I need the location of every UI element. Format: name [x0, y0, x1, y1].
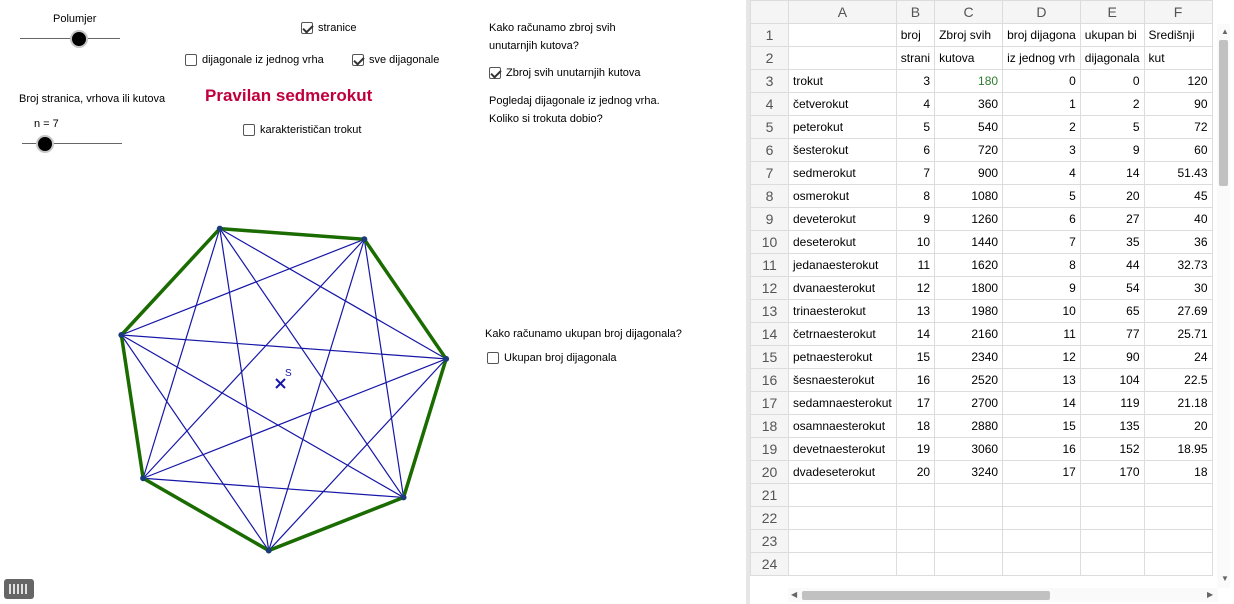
row-header[interactable]: 12	[751, 277, 789, 300]
cell[interactable]: 44	[1080, 254, 1144, 277]
cell[interactable]: 4	[1003, 162, 1081, 185]
cell[interactable]	[789, 484, 897, 507]
cell[interactable]: 5	[1080, 116, 1144, 139]
cell[interactable]: 22.5	[1144, 369, 1212, 392]
cell[interactable]: 7	[1003, 231, 1081, 254]
cell[interactable]: 18	[896, 415, 934, 438]
horizontal-scroll-thumb[interactable]	[802, 591, 1050, 600]
cell[interactable]: 3	[896, 70, 934, 93]
cell[interactable]: 14	[1003, 392, 1081, 415]
column-header-c[interactable]: C	[935, 1, 1003, 24]
cell[interactable]: Zbroj svih	[935, 24, 1003, 47]
cell[interactable]: 170	[1080, 461, 1144, 484]
table-row	[751, 484, 1213, 507]
vertex-point	[266, 548, 272, 554]
diagonal-line	[143, 229, 220, 479]
cell[interactable]: osamnaesterokut	[789, 415, 897, 438]
cell[interactable]: 1620	[935, 254, 1003, 277]
cell[interactable]: 1080	[935, 185, 1003, 208]
cell[interactable]: šesnaesterokut	[789, 369, 897, 392]
row-header[interactable]: 10	[751, 231, 789, 254]
vertical-scroll-thumb[interactable]	[1219, 40, 1228, 186]
cell[interactable]: 35	[1080, 231, 1144, 254]
cell[interactable]: broj	[896, 24, 934, 47]
count-slider-label: Broj stranica, vrhova ili kutova	[19, 93, 166, 105]
page-title: Pravilan sedmerokut	[205, 86, 373, 105]
diagonals-group	[121, 229, 446, 551]
cell[interactable]: šesterokut	[789, 139, 897, 162]
spreadsheet-table	[750, 0, 1213, 576]
spreadsheet-view[interactable]	[750, 0, 1234, 604]
cell[interactable]: 1800	[935, 277, 1003, 300]
cell[interactable]	[789, 507, 897, 530]
vertex-point	[140, 475, 146, 481]
scroll-down-arrow[interactable]: ▼	[1221, 574, 1229, 583]
diagonal-line	[269, 239, 365, 550]
cell[interactable]: 20	[1144, 415, 1212, 438]
row-header[interactable]: 17	[751, 392, 789, 415]
cell[interactable]	[1080, 553, 1144, 576]
question-angles-line1: Kako računamo zbroj svih	[489, 22, 616, 34]
all-diagonals-label: sve dijagonale	[369, 54, 440, 66]
total-diagonals-label: Ukupan broj dijagonala	[504, 352, 617, 364]
diag-one-vertex-label: dijagonale iz jednog vrha	[202, 54, 324, 66]
cell[interactable]: 6	[896, 139, 934, 162]
vertex-point	[217, 226, 223, 232]
cell[interactable]: 14	[896, 323, 934, 346]
table-row	[751, 300, 1213, 323]
cell[interactable]	[1080, 484, 1144, 507]
cell[interactable]: 5	[1003, 185, 1081, 208]
table-row	[751, 507, 1213, 530]
row-header[interactable]: 2	[751, 47, 789, 70]
table-row	[751, 208, 1213, 231]
cell[interactable]: 40	[1144, 208, 1212, 231]
cell[interactable]	[896, 484, 934, 507]
row-header[interactable]: 3	[751, 70, 789, 93]
cell[interactable]: trinaesterokut	[789, 300, 897, 323]
cell[interactable]: 360	[935, 93, 1003, 116]
cell[interactable]: 119	[1080, 392, 1144, 415]
cell[interactable]: četverokut	[789, 93, 897, 116]
cell[interactable]: 3060	[935, 438, 1003, 461]
cell[interactable]: 6	[1003, 208, 1081, 231]
cell[interactable]	[1003, 530, 1081, 553]
cell[interactable]: 45	[1144, 185, 1212, 208]
cell[interactable]: 2	[1003, 116, 1081, 139]
hint-line1: Pogledaj dijagonale iz jednog vrha.	[489, 95, 660, 107]
cell[interactable]: 3240	[935, 461, 1003, 484]
diagonal-line	[220, 229, 404, 498]
cell[interactable]: 54	[1080, 277, 1144, 300]
cell[interactable]: 51.43	[1144, 162, 1212, 185]
cell[interactable]: 27.69	[1144, 300, 1212, 323]
cell[interactable]: 2880	[935, 415, 1003, 438]
cell[interactable]: deveterokut	[789, 208, 897, 231]
column-header-row	[751, 1, 1213, 24]
cell[interactable]: 90	[1080, 346, 1144, 369]
table-row	[751, 231, 1213, 254]
cell[interactable]: 15	[1003, 415, 1081, 438]
cell[interactable]	[1144, 530, 1212, 553]
cell[interactable]: 0	[1003, 70, 1081, 93]
column-header-a[interactable]: A	[789, 1, 897, 24]
cell[interactable]: ukupan bi	[1080, 24, 1144, 47]
column-header-b[interactable]: B	[896, 1, 934, 24]
radius-slider-label: Polumjer	[53, 13, 97, 25]
cell[interactable]: 36	[1144, 231, 1212, 254]
cell[interactable]	[789, 553, 897, 576]
cell[interactable]: 2700	[935, 392, 1003, 415]
cell[interactable]: 17	[1003, 461, 1081, 484]
center-label: S	[285, 368, 292, 379]
column-header-e[interactable]: E	[1080, 1, 1144, 24]
cell[interactable]: 180	[935, 70, 1003, 93]
corner-cell[interactable]	[751, 1, 789, 24]
vertex-point	[443, 356, 449, 362]
row-header[interactable]: 6	[751, 139, 789, 162]
table-row	[751, 70, 1213, 93]
vertices-group	[118, 226, 449, 554]
column-header-f[interactable]: F	[1144, 1, 1212, 24]
cell[interactable]: 27	[1080, 208, 1144, 231]
cell[interactable]: kut	[1144, 47, 1212, 70]
table-row	[751, 24, 1213, 47]
cell[interactable]: 25.71	[1144, 323, 1212, 346]
cell[interactable]	[1080, 507, 1144, 530]
table-row	[751, 461, 1213, 484]
diagonal-line	[143, 359, 446, 478]
cell[interactable]: 2	[1080, 93, 1144, 116]
cell[interactable]: jedanaesterokut	[789, 254, 897, 277]
cell[interactable]	[1003, 553, 1081, 576]
table-row	[751, 438, 1213, 461]
cell[interactable]: broj dijagona	[1003, 24, 1081, 47]
cell[interactable]: kutova	[935, 47, 1003, 70]
cell[interactable]: 1260	[935, 208, 1003, 231]
row-header[interactable]: 8	[751, 185, 789, 208]
cell[interactable]	[1144, 507, 1212, 530]
cell[interactable]: 18	[1144, 461, 1212, 484]
vertical-scrollbar[interactable]	[1217, 24, 1230, 588]
row-header[interactable]: 15	[751, 346, 789, 369]
cell[interactable]: 9	[1003, 277, 1081, 300]
cell[interactable]: 9	[896, 208, 934, 231]
cell[interactable]: četrnaesterokut	[789, 323, 897, 346]
column-header-d[interactable]: D	[1003, 1, 1081, 24]
cell[interactable]: iz jednog vrh	[1003, 47, 1081, 70]
cell[interactable]: deseterokut	[789, 231, 897, 254]
table-row	[751, 254, 1213, 277]
row-header[interactable]: 22	[751, 507, 789, 530]
row-header[interactable]: 5	[751, 116, 789, 139]
table-row	[751, 346, 1213, 369]
cell[interactable]: 5	[896, 116, 934, 139]
cell[interactable]: 16	[1003, 438, 1081, 461]
cell[interactable]: dijagonala	[1080, 47, 1144, 70]
cell[interactable]	[789, 47, 897, 70]
cell[interactable]	[935, 530, 1003, 553]
cell[interactable]: 1	[1003, 93, 1081, 116]
cell[interactable]	[789, 530, 897, 553]
question-diagonals: Kako računamo ukupan broj dijagonala?	[485, 328, 682, 340]
cell[interactable]	[1003, 507, 1081, 530]
row-header[interactable]: 14	[751, 323, 789, 346]
cell[interactable]: 900	[935, 162, 1003, 185]
cell[interactable]: sedmerokut	[789, 162, 897, 185]
cell[interactable]: 17	[896, 392, 934, 415]
sides-checkbox-label: stranice	[318, 22, 357, 34]
cell[interactable]: 8	[1003, 254, 1081, 277]
cell[interactable]: sedamnaesterokut	[789, 392, 897, 415]
cell[interactable]: 104	[1080, 369, 1144, 392]
cell[interactable]	[935, 484, 1003, 507]
cell[interactable]: 2520	[935, 369, 1003, 392]
row-header[interactable]: 4	[751, 93, 789, 116]
keyboard-icon[interactable]	[4, 579, 34, 599]
diagonal-line	[121, 239, 364, 335]
diagonal-line	[220, 229, 446, 359]
table-row	[751, 93, 1213, 116]
n-value-label: n = 7	[34, 118, 59, 130]
cell[interactable]: 13	[896, 300, 934, 323]
table-row	[751, 47, 1213, 70]
center-marker	[276, 379, 285, 388]
cell[interactable]: 13	[1003, 369, 1081, 392]
cell[interactable]: 60	[1144, 139, 1212, 162]
cell[interactable]: 77	[1080, 323, 1144, 346]
diagonal-line	[143, 478, 403, 497]
cell[interactable]	[896, 553, 934, 576]
cell[interactable]: 16	[896, 369, 934, 392]
cell[interactable]	[896, 507, 934, 530]
cell[interactable]	[935, 507, 1003, 530]
diagonal-line	[269, 359, 446, 551]
diagonal-line	[364, 239, 403, 497]
cell[interactable]: 11	[1003, 323, 1081, 346]
cell[interactable]: dvanaesterokut	[789, 277, 897, 300]
row-header[interactable]: 16	[751, 369, 789, 392]
scroll-left-arrow[interactable]: ◀	[791, 590, 798, 599]
diagonal-line	[220, 229, 269, 551]
table-row	[751, 323, 1213, 346]
cell[interactable]	[896, 530, 934, 553]
cell[interactable]: 1980	[935, 300, 1003, 323]
cell[interactable]: devetnaesterokut	[789, 438, 897, 461]
cell[interactable]	[1003, 484, 1081, 507]
cell[interactable]: 21.18	[1144, 392, 1212, 415]
row-header[interactable]: 21	[751, 484, 789, 507]
cell[interactable]	[789, 24, 897, 47]
cell[interactable]	[935, 553, 1003, 576]
cell[interactable]: dvadeseterokut	[789, 461, 897, 484]
cell[interactable]: 2160	[935, 323, 1003, 346]
row-header[interactable]: 23	[751, 530, 789, 553]
table-row	[751, 415, 1213, 438]
row-header[interactable]: 11	[751, 254, 789, 277]
cell[interactable]: 10	[896, 231, 934, 254]
hint-line2: Koliko si trokuta dobio?	[489, 113, 603, 125]
sum-angles-label: Zbroj svih unutarnjih kutova	[506, 67, 641, 79]
cell[interactable]: strani	[896, 47, 934, 70]
scroll-right-arrow[interactable]: ▶	[1207, 590, 1214, 599]
cell[interactable]: 152	[1080, 438, 1144, 461]
cell[interactable]: 90	[1144, 93, 1212, 116]
cell[interactable]: 65	[1080, 300, 1144, 323]
cell[interactable]: 18.95	[1144, 438, 1212, 461]
cell[interactable]: 3	[1003, 139, 1081, 162]
cell[interactable]: 10	[1003, 300, 1081, 323]
table-row	[751, 553, 1213, 576]
row-header[interactable]: 24	[751, 553, 789, 576]
row-header[interactable]: 9	[751, 208, 789, 231]
cell[interactable]: Središnji	[1144, 24, 1212, 47]
row-header[interactable]: 20	[751, 461, 789, 484]
table-row	[751, 369, 1213, 392]
row-header[interactable]: 13	[751, 300, 789, 323]
cell[interactable]: 19	[896, 438, 934, 461]
cell[interactable]: 0	[1080, 70, 1144, 93]
cell[interactable]: 24	[1144, 346, 1212, 369]
cell[interactable]: 2340	[935, 346, 1003, 369]
table-row	[751, 116, 1213, 139]
table-row	[751, 530, 1213, 553]
cell[interactable]: peterokut	[789, 116, 897, 139]
row-header[interactable]: 19	[751, 438, 789, 461]
cell[interactable]: 15	[896, 346, 934, 369]
vertex-point	[401, 494, 407, 500]
cell[interactable]: osmerokut	[789, 185, 897, 208]
cell[interactable]: trokut	[789, 70, 897, 93]
cell[interactable]	[1144, 553, 1212, 576]
scroll-up-arrow[interactable]: ▲	[1221, 27, 1229, 36]
vertex-point	[361, 236, 367, 242]
diagonal-line	[121, 335, 403, 497]
row-header[interactable]: 1	[751, 24, 789, 47]
cell[interactable]: 720	[935, 139, 1003, 162]
table-row	[751, 392, 1213, 415]
cell[interactable]: 32.73	[1144, 254, 1212, 277]
cell[interactable]: 7	[896, 162, 934, 185]
vertex-point	[118, 332, 124, 338]
cell[interactable]: 12	[1003, 346, 1081, 369]
question-angles-line2: unutarnjih kutova?	[489, 40, 579, 52]
table-row	[751, 162, 1213, 185]
cell[interactable]: 72	[1144, 116, 1212, 139]
cell[interactable]: 11	[896, 254, 934, 277]
cell[interactable]: 4	[896, 93, 934, 116]
cell[interactable]	[1144, 484, 1212, 507]
table-row	[751, 277, 1213, 300]
cell[interactable]: 120	[1144, 70, 1212, 93]
cell[interactable]: 540	[935, 116, 1003, 139]
row-header[interactable]: 18	[751, 415, 789, 438]
cell[interactable]: 20	[896, 461, 934, 484]
cell[interactable]: petnaesterokut	[789, 346, 897, 369]
table-row	[751, 139, 1213, 162]
char-triangle-label: karakterističan trokut	[260, 124, 362, 136]
cell[interactable]: 1440	[935, 231, 1003, 254]
table-row	[751, 185, 1213, 208]
cell[interactable]: 14	[1080, 162, 1144, 185]
cell[interactable]: 9	[1080, 139, 1144, 162]
cell[interactable]: 135	[1080, 415, 1144, 438]
cell[interactable]	[1080, 530, 1144, 553]
cell[interactable]: 12	[896, 277, 934, 300]
cell[interactable]: 8	[896, 185, 934, 208]
cell[interactable]: 20	[1080, 185, 1144, 208]
horizontal-scrollbar[interactable]	[788, 588, 1218, 602]
cell[interactable]: 30	[1144, 277, 1212, 300]
row-header[interactable]: 7	[751, 162, 789, 185]
diagonal-line	[121, 335, 446, 359]
